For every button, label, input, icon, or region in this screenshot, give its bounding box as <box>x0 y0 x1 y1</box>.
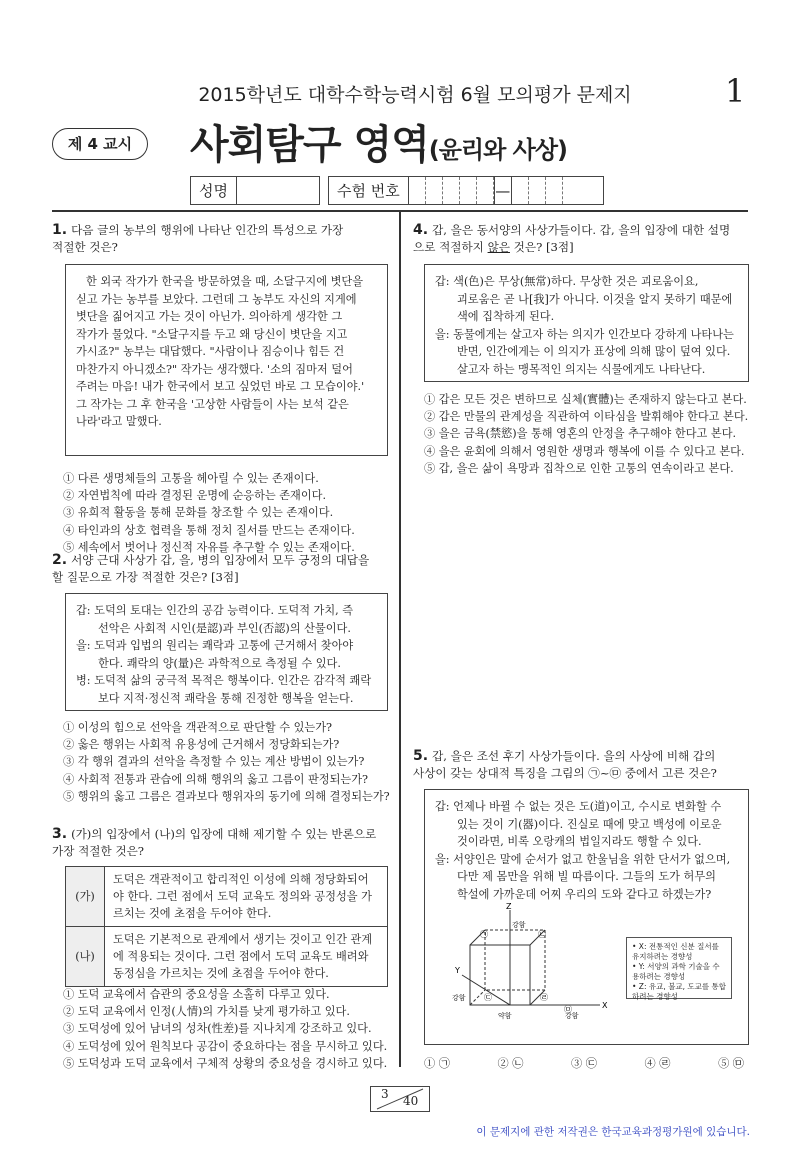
legend-y: • Y: 서양의 과학 기술을 수용하려는 경향성 <box>632 962 720 981</box>
q1-stem <box>52 222 388 256</box>
q5-stem-line1: 갑, 을은 조선 후기 사상가들이다. 을의 사상에 비해 갑의 <box>432 749 716 763</box>
axis-z-label: Z <box>506 902 512 911</box>
axis-x-label: X <box>602 1001 608 1010</box>
q2-passage-line: 갑: 도덕의 토대는 인간의 공감 능력이다. 도덕적 가치, 즉 <box>76 604 354 617</box>
q4-option-1[interactable]: ① 갑은 모든 것은 변하므로 실체(實體)는 존재하지 않는다고 본다. <box>424 393 747 406</box>
q1-stem-line1: 다음 글의 농부의 행위에 나타난 인간의 특성으로 가장 <box>71 223 344 237</box>
legend-z: • Z: 유교, 불교, 도교를 통합하려는 경향성 <box>632 982 726 1001</box>
q3-na-label: (나) <box>66 927 105 987</box>
axis-y-label: Y <box>455 966 460 975</box>
q5-passage-line: 것이라면, 비록 오랑캐의 법일지라도 행할 수 있다. <box>457 835 702 848</box>
q4-passage-line: 갑: 색(色)은 무상(無常)하다. 무상한 것은 괴로움이요, <box>435 275 699 288</box>
exam-number-dash: — <box>494 177 512 204</box>
q5-option-4[interactable]: ④ ㉣ <box>644 1057 671 1070</box>
q1-passage-line: 볏단을 짊어지고 가는 것이 아닌가. 의아하게 생각한 그 <box>76 310 343 323</box>
q5-3d-diagram <box>440 900 620 1040</box>
q4-option-4[interactable]: ④ 을은 윤회에 의해서 영원한 생명과 행복에 이를 수 있다고 본다. <box>424 444 745 458</box>
q4-passage-line: 반면, 인간에게는 이 의지가 표상에 의해 많이 덮여 있다. <box>457 345 731 358</box>
q5-options <box>424 1055 744 1072</box>
q2-stem <box>52 552 388 586</box>
q3-option-4[interactable]: ④ 도덕성에 있어 원칙보다 공감이 중요하다는 점을 무시하고 있다. <box>63 1039 388 1053</box>
q5-passage-line: 을: 서양인은 말에 순서가 없고 한울님을 위한 단서가 없으며, <box>435 852 731 866</box>
footer-page-total: 40 <box>403 1094 419 1108</box>
q2-passage-line: 병: 도덕적 삶의 궁극적 목적은 행복이다. 인간은 감각적 쾌락 <box>76 674 372 687</box>
axis-x-high: 강함 <box>565 1012 579 1020</box>
q5-passage-line: 있는 것이 기(器)이다. 진실로 때에 맞고 백성에 이로운 <box>457 817 722 831</box>
q3-stem-line2: 가장 적절한 것은? <box>52 844 144 858</box>
q3-stem-line1: (가)의 입장에서 (나)의 입장에 대해 제기할 수 있는 반론으로 <box>71 827 377 841</box>
q1-number: 1. <box>52 222 68 238</box>
q4-option-2[interactable]: ② 갑은 만물의 관계성을 직관하여 이타심을 발휘해야 한다고 본다. <box>424 410 749 424</box>
id-row <box>190 176 604 203</box>
q5-passage-line: 다만 제 몸만을 위해 빌 따름이다. 그들의 도가 허무의 <box>457 870 716 883</box>
q4-option-3[interactable]: ③ 을은 금욕(禁慾)을 통해 영혼의 안정을 추구해야 한다고 본다. <box>424 427 737 441</box>
q5-stem-line2: 사상이 갖는 상대적 특징을 그림의 ㉠~㉤ 중에서 고른 것은? <box>413 766 717 780</box>
q3-option-3[interactable]: ③ 도덕성에 있어 남녀의 성차(性差)를 지나치게 강조하고 있다. <box>63 1022 372 1036</box>
q1-passage-line: 한 외국 작가가 한국을 방문하였을 때, 소달구지에 볏단을 <box>86 275 364 288</box>
q4-not-underlined: 않은 <box>487 240 510 254</box>
q2-passage-line: 보다 지적·정신적 쾌락을 통해 진정한 행복을 얻는다. <box>98 691 354 705</box>
point-2: ㉡ <box>538 930 546 939</box>
q2-option-2[interactable]: ② 옳은 행위는 사회적 유용성에 근거해서 정당화되는가? <box>63 738 340 752</box>
q1-option-1[interactable]: ① 다른 생명체들의 고통을 헤아릴 수 있는 존재이다. <box>63 472 319 485</box>
q4-options <box>424 391 748 477</box>
q3-option-1[interactable]: ① 도덕 교육에서 습관의 중요성을 소홀히 다루고 있다. <box>63 988 330 1001</box>
subject-main: 사회탐구 영역 <box>190 122 429 168</box>
q5-stem <box>413 748 749 782</box>
q4-stem-line2: 으로 적절하지 않은 것은? [3점] <box>413 240 574 254</box>
q1-passage-line: 작가가 물었다. "소달구지를 두고 왜 당신이 볏단을 지고 <box>76 327 348 341</box>
q2-number: 2. <box>52 552 68 568</box>
footer-page-current: 3 <box>381 1087 389 1101</box>
q3-option-5[interactable]: ⑤ 도덕성과 도덕 교육에서 구체적 상황의 중요성을 경시하고 있다. <box>63 1056 388 1070</box>
point-3: ㉢ <box>484 993 492 1002</box>
q1-options <box>63 470 355 556</box>
q2-option-4[interactable]: ④ 사회적 전통과 관습에 의해 행위의 옳고 그름이 판정되는가? <box>63 772 369 786</box>
q4-option-5[interactable]: ⑤ 갑, 을은 삶이 욕망과 집착으로 인한 고통의 연속이라고 본다. <box>424 461 734 475</box>
q3-option-2[interactable]: ② 도덕 교육에서 인정(人情)의 가치를 낮게 평가하고 있다. <box>63 1005 350 1019</box>
q4-stem-line1: 갑, 을은 동서양의 사상가들이다. 갑, 을의 입장에 대한 설명 <box>432 223 731 237</box>
q4-number: 4. <box>413 222 429 238</box>
q2-stem-line2: 할 질문으로 가장 적절한 것은? [3점] <box>52 570 239 584</box>
point-4: ㉣ <box>540 993 548 1002</box>
q1-passage-line: 싣고 가는 농부를 보았다. 그런데 그 농부도 자신의 지게에 <box>76 292 357 306</box>
q4-passage-line: 색에 집착하게 된다. <box>457 310 555 323</box>
q5-passage-line: 갑: 언제나 바뀔 수 없는 것은 도(道)이고, 수시로 변화할 수 <box>435 800 722 813</box>
q2-passage-line: 선악은 사회적 시인(是認)과 부인(否認)의 산물이다. <box>98 621 351 635</box>
q1-passage <box>65 264 388 456</box>
q1-option-4[interactable]: ④ 타인과의 상호 협력을 통해 정치 질서를 만드는 존재이다. <box>63 523 355 537</box>
q2-passage-line: 한다. 쾌락의 양(量)은 과학적으로 측정될 수 있다. <box>98 656 341 670</box>
name-field[interactable] <box>190 176 320 205</box>
q1-option-3[interactable]: ③ 유희적 활동을 통해 문화를 창조할 수 있는 존재이다. <box>63 506 334 520</box>
copyright-notice: 이 문제지에 관한 저작권은 한국교육과정평가원에 있습니다. <box>476 1126 750 1138</box>
q1-passage-line: 주려는 마음! 내가 한국에서 보고 싶었던 바로 그 모습이야.' <box>76 380 365 393</box>
q2-option-1[interactable]: ① 이성의 힘으로 선악을 객관적으로 판단할 수 있는가? <box>63 721 333 734</box>
axis-x-low: 약함 <box>498 1012 512 1020</box>
q5-passage-line: 학설에 가까운데 어찌 우리의 도와 같다고 하겠는가? <box>457 887 712 901</box>
q5-number: 5. <box>413 748 429 764</box>
exam-number-cells <box>409 177 579 204</box>
q1-option-2[interactable]: ② 자연법칙에 따라 결정된 운명에 순응하는 존재이다. <box>63 489 327 503</box>
q5-legend <box>626 937 732 999</box>
point-5: ㉤ <box>564 1005 572 1014</box>
column-divider <box>399 212 401 1067</box>
q4-passage-line: 을: 동물에게는 살고자 하는 의지가 인간보다 강하게 나타나는 <box>435 327 734 341</box>
q3-options <box>63 986 387 1072</box>
q5-option-2[interactable]: ② ㉡ <box>497 1057 524 1070</box>
exam-title: 2015학년도 대학수학능력시험 6월 모의평가 문제지 <box>198 84 632 106</box>
q1-stem-line2: 적절한 것은? <box>52 240 118 254</box>
q4-passage-line: 괴로움은 곧 나[我]가 아니다. 이것을 알지 못하기 때문에 <box>457 292 733 306</box>
period-badge: 제 4 교시 <box>52 128 148 160</box>
q3-table <box>65 866 388 987</box>
q1-option-5[interactable]: ⑤ 세속에서 벗어나 정신적 자유를 추구할 수 있는 존재이다. <box>63 540 355 554</box>
subject-sub: (윤리와 사상) <box>428 136 567 164</box>
q3-number: 3. <box>52 826 68 842</box>
q3-stem <box>52 826 388 860</box>
axis-y-high: 강함 <box>452 994 466 1002</box>
q2-passage <box>65 593 388 711</box>
legend-x: • X: 전통적인 신분 질서를 유지하려는 경향성 <box>632 942 719 961</box>
q4-passage-line: 살고자 하는 맹목적인 의지는 식물에게도 나타난다. <box>457 362 706 376</box>
exam-number-label: 수험 번호 <box>329 177 409 204</box>
q1-passage-line: 가시죠?" 농부는 대답했다. "사람이나 짐승이나 힘든 건 <box>76 345 345 358</box>
q2-stem-line1: 서양 근대 사상가 갑, 을, 병의 입장에서 모두 긍정의 대답을 <box>71 553 370 567</box>
q1-passage-line: 마찬가지 아니겠소?" 작가는 생각했다. '소의 짐마저 덜어 <box>76 362 353 376</box>
point-1: ㉠ <box>480 930 488 939</box>
name-label: 성명 <box>191 177 237 204</box>
q3-ga-label: (가) <box>66 867 105 927</box>
q5-option-1[interactable]: ① ㉠ <box>424 1057 450 1070</box>
q2-option-3[interactable]: ③ 각 행위 결과의 선악을 측정할 수 있는 계산 방법이 있는가? <box>63 755 365 769</box>
q4-stem <box>413 222 749 256</box>
subject-title <box>190 113 567 170</box>
q1-passage-line: 그 작가는 그 후 한국을 '고상한 사람들이 사는 보석 같은 <box>76 397 349 411</box>
q3-na-text: 도덕은 기본적으로 관계에서 생기는 것이고 인간 관계에 적용되는 것이다. 그런 점에서 도덕 교육도 배려와 동정심을 가르치는 것에 초점을 두어야 한다. <box>105 927 388 987</box>
q1-passage-line: 나라'라고 말했다. <box>76 415 162 428</box>
page-number: 1 <box>725 72 746 110</box>
q5-option-3[interactable]: ③ ㉢ <box>571 1057 597 1070</box>
q2-options <box>63 719 390 805</box>
q2-passage-line: 을: 도덕과 입법의 원리는 쾌락과 고통에 근거해서 찾아야 <box>76 639 354 652</box>
q3-ga-text: 도덕은 객관적이고 합리적인 이성에 의해 정당화되어야 한다. 그런 점에서 도덕 교육도 정의와 공정성을 가르치는 것에 초점을 두어야 한다. <box>105 867 388 927</box>
exam-number-field[interactable] <box>328 176 604 205</box>
q5-option-5[interactable]: ⑤ ㉤ <box>718 1057 744 1070</box>
q2-option-5[interactable]: ⑤ 행위의 옳고 그름은 결과보다 행위자의 동기에 의해 결정되는가? <box>63 789 390 803</box>
footer-page-box <box>370 1086 430 1112</box>
axis-z-high: 강함 <box>512 921 526 929</box>
q4-passage <box>424 264 749 382</box>
